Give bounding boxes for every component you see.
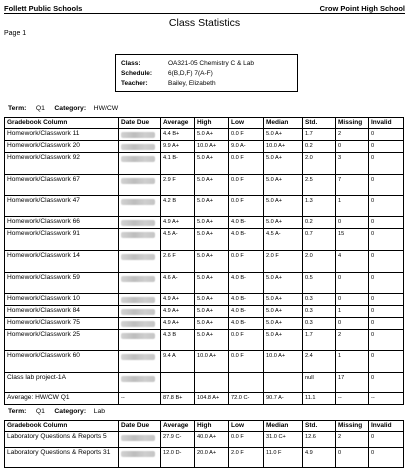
- cell-high: 5.0 A+: [195, 229, 229, 251]
- term-value: Q1: [35, 408, 45, 415]
- cell-invalid: 0: [369, 294, 404, 306]
- cell-high: 5.0 A+: [195, 294, 229, 306]
- category-value: HW/CW: [93, 105, 119, 112]
- redacted-date: [121, 435, 155, 441]
- cell-invalid: 0: [369, 153, 404, 175]
- schedule-label: Schedule:: [121, 70, 153, 77]
- cell-average: 9.4 A: [161, 351, 195, 373]
- cell-date-due: --: [119, 393, 161, 405]
- cell-low: 0.0 F: [229, 330, 264, 351]
- redacted-date: [121, 321, 155, 327]
- cell-missing: 1: [336, 196, 369, 217]
- column-header-average: Average: [161, 421, 195, 432]
- cell-gradebook-column: Class lab project-1A: [5, 373, 119, 393]
- column-header-high: High: [195, 421, 229, 432]
- cell-low: 4.0 B-: [229, 318, 264, 330]
- cell-average: 4.9 A+: [161, 318, 195, 330]
- cell-std: 1.7: [303, 330, 336, 351]
- cell-low: 0.0 F: [229, 175, 264, 196]
- cell-average: 27.9 C-: [161, 432, 195, 448]
- schedule-value: 6(B,D,F) 7(A-F): [168, 70, 213, 77]
- cell-date-due: [119, 229, 161, 251]
- column-header-missing: Missing: [336, 118, 369, 129]
- cell-median: 4.5 A-: [264, 229, 303, 251]
- cell-median: 5.0 A+: [264, 196, 303, 217]
- cell-date-due: [119, 273, 161, 294]
- teacher-label: Teacher:: [121, 80, 148, 87]
- category-value: Lab: [93, 408, 106, 415]
- column-header-low: Low: [229, 118, 264, 129]
- cell-average: 2.6 F: [161, 251, 195, 273]
- cell-high: 5.0 A+: [195, 306, 229, 318]
- cell-low: 4.0 B-: [229, 273, 264, 294]
- cell-median: 5.0 A+: [264, 129, 303, 141]
- cell-gradebook-column: Homework/Classwork 66: [5, 217, 119, 229]
- cell-invalid: 0: [369, 273, 404, 294]
- cell-missing: 0: [336, 318, 369, 330]
- redacted-date: [121, 199, 155, 205]
- redacted-date: [121, 178, 155, 184]
- cell-std: 0.3: [303, 318, 336, 330]
- cell-std: 0.3: [303, 294, 336, 306]
- cell-high: 10.0 A+: [195, 351, 229, 373]
- cell-gradebook-column: Average: HW/CW Q1: [5, 393, 119, 405]
- cell-std: 0.5: [303, 273, 336, 294]
- cell-date-due: [119, 251, 161, 273]
- cell-low: 4.0 B-: [229, 217, 264, 229]
- cell-median: 5.0 A+: [264, 318, 303, 330]
- cell-average: 2.9 F: [161, 175, 195, 196]
- table-row: [5, 330, 404, 351]
- district-name: Follett Public Schools: [4, 4, 83, 13]
- column-header-invalid: Invalid: [369, 118, 404, 129]
- cell-missing: 0: [336, 448, 369, 468]
- cell-average: 4.3 B: [161, 330, 195, 351]
- cell-gradebook-column: Homework/Classwork 67: [5, 175, 119, 196]
- cell-date-due: [119, 330, 161, 351]
- cell-high: 10.0 A+: [195, 141, 229, 153]
- cell-median: 90.7 A-: [264, 393, 303, 405]
- redacted-date: [121, 309, 155, 315]
- cell-std: 12.6: [303, 432, 336, 448]
- cell-high: 5.0 A+: [195, 175, 229, 196]
- column-header-median: Median: [264, 118, 303, 129]
- table-row: [5, 393, 404, 405]
- school-name: Crow Point High School: [319, 4, 405, 13]
- cell-average: 9.9 A+: [161, 141, 195, 153]
- table-header-row: [5, 118, 404, 129]
- cell-low: 0.0 F: [229, 196, 264, 217]
- cell-date-due: [119, 217, 161, 229]
- column-header-std: Std.: [303, 421, 336, 432]
- cell-average: 4.4 B+: [161, 129, 195, 141]
- cell-low: 72.0 C-: [229, 393, 264, 405]
- term-line-hwcw: [8, 105, 118, 112]
- cell-missing: 15: [336, 229, 369, 251]
- redacted-date: [121, 451, 155, 457]
- class-info-box: [115, 54, 298, 92]
- category-label: Category:: [54, 105, 87, 112]
- column-header-date-due: Date Due: [119, 118, 161, 129]
- cell-average: 4.9 A+: [161, 217, 195, 229]
- table-row: [5, 129, 404, 141]
- redacted-date: [121, 354, 155, 360]
- column-header-std: Std.: [303, 118, 336, 129]
- cell-std: 1.3: [303, 196, 336, 217]
- cell-low: 4.0 B-: [229, 229, 264, 251]
- cell-invalid: 0: [369, 229, 404, 251]
- cell-missing: 1: [336, 351, 369, 373]
- term-label: Term:: [8, 105, 27, 112]
- cell-low: [229, 373, 264, 393]
- table-row: [5, 229, 404, 251]
- cell-average: 4.5 A-: [161, 229, 195, 251]
- redacted-date: [121, 156, 155, 162]
- cell-date-due: [119, 196, 161, 217]
- column-header-gradebook-column: Gradebook Column: [5, 118, 119, 129]
- cell-median: 5.0 A+: [264, 273, 303, 294]
- cell-invalid: 0: [369, 141, 404, 153]
- page-number: Page 1: [4, 30, 27, 37]
- cell-invalid: 0: [369, 251, 404, 273]
- cell-date-due: [119, 306, 161, 318]
- cell-invalid: --: [369, 393, 404, 405]
- cell-missing: 1: [336, 306, 369, 318]
- cell-low: 4.0 B-: [229, 294, 264, 306]
- cell-gradebook-column: Homework/Classwork 25: [5, 330, 119, 351]
- cell-high: 5.0 A+: [195, 196, 229, 217]
- cell-low: 0.0 F: [229, 153, 264, 175]
- cell-median: 10.0 A+: [264, 351, 303, 373]
- table-row: [5, 273, 404, 294]
- cell-invalid: 0: [369, 351, 404, 373]
- cell-median: 5.0 A+: [264, 217, 303, 229]
- redacted-date: [121, 232, 155, 238]
- table-row: [5, 141, 404, 153]
- report-title: Class Statistics: [168, 17, 241, 29]
- cell-invalid: 0: [369, 129, 404, 141]
- column-header-high: High: [195, 118, 229, 129]
- table-row: [5, 432, 404, 448]
- cell-high: 5.0 A+: [195, 217, 229, 229]
- cell-gradebook-column: Homework/Classwork 47: [5, 196, 119, 217]
- cell-std: 11.1: [303, 393, 336, 405]
- cell-date-due: [119, 432, 161, 448]
- table-row: [5, 306, 404, 318]
- header-rule: [4, 13, 405, 14]
- column-header-average: Average: [161, 118, 195, 129]
- cell-median: [264, 373, 303, 393]
- column-header-date-due: Date Due: [119, 421, 161, 432]
- grades-table-lab: [4, 420, 404, 468]
- cell-median: 5.0 A+: [264, 306, 303, 318]
- cell-low: 0.0 F: [229, 251, 264, 273]
- cell-median: 5.0 A+: [264, 294, 303, 306]
- cell-high: 5.0 A+: [195, 330, 229, 351]
- cell-std: 0.7: [303, 229, 336, 251]
- cell-gradebook-column: Homework/Classwork 14: [5, 251, 119, 273]
- cell-average: [161, 373, 195, 393]
- cell-high: [195, 373, 229, 393]
- redacted-date: [121, 254, 155, 260]
- cell-median: 5.0 A+: [264, 175, 303, 196]
- cell-high: 5.0 A+: [195, 153, 229, 175]
- cell-invalid: 0: [369, 330, 404, 351]
- column-header-low: Low: [229, 421, 264, 432]
- cell-missing: 2: [336, 330, 369, 351]
- table-row: [5, 217, 404, 229]
- cell-invalid: 0: [369, 217, 404, 229]
- table-header-row: [5, 421, 404, 432]
- cell-gradebook-column: Homework/Classwork 92: [5, 153, 119, 175]
- cell-average: 4.2 B: [161, 196, 195, 217]
- cell-std: 4.9: [303, 448, 336, 468]
- cell-median: 2.0 F: [264, 251, 303, 273]
- cell-std: 1.7: [303, 129, 336, 141]
- cell-median: 10.0 A+: [264, 141, 303, 153]
- cell-invalid: 0: [369, 306, 404, 318]
- cell-std: 2.5: [303, 175, 336, 196]
- term-label: Term:: [8, 408, 27, 415]
- cell-std: null: [303, 373, 336, 393]
- cell-median: 11.0 F: [264, 448, 303, 468]
- cell-std: 0.2: [303, 141, 336, 153]
- cell-missing: 0: [336, 217, 369, 229]
- table-row: [5, 318, 404, 330]
- cell-std: 0.3: [303, 306, 336, 318]
- cell-missing: 17: [336, 373, 369, 393]
- cell-average: 4.1 B-: [161, 153, 195, 175]
- table-row: [5, 373, 404, 393]
- cell-missing: 0: [336, 294, 369, 306]
- table-row: [5, 448, 404, 468]
- cell-gradebook-column: Homework/Classwork 11: [5, 129, 119, 141]
- cell-median: 5.0 A+: [264, 153, 303, 175]
- cell-gradebook-column: Homework/Classwork 10: [5, 294, 119, 306]
- table-row: [5, 175, 404, 196]
- column-header-invalid: Invalid: [369, 421, 404, 432]
- cell-date-due: [119, 129, 161, 141]
- column-header-gradebook-column: Gradebook Column: [5, 421, 119, 432]
- category-label: Category:: [54, 408, 87, 415]
- cell-median: 31.0 C+: [264, 432, 303, 448]
- cell-date-due: [119, 153, 161, 175]
- cell-gradebook-column: Laboratory Questions & Reports 31: [5, 448, 119, 468]
- redacted-date: [121, 220, 155, 226]
- table-row: [5, 196, 404, 217]
- cell-gradebook-column: Homework/Classwork 20: [5, 141, 119, 153]
- cell-missing: 0: [336, 273, 369, 294]
- cell-invalid: 0: [369, 175, 404, 196]
- cell-missing: 0: [336, 141, 369, 153]
- redacted-date: [121, 376, 155, 382]
- grades-table-hwcw: [4, 117, 404, 405]
- cell-high: 5.0 A+: [195, 318, 229, 330]
- cell-invalid: 0: [369, 318, 404, 330]
- cell-high: 5.0 A+: [195, 129, 229, 141]
- cell-high: 5.0 A+: [195, 273, 229, 294]
- redacted-date: [121, 132, 155, 138]
- cell-std: 0.2: [303, 217, 336, 229]
- cell-gradebook-column: Homework/Classwork 60: [5, 351, 119, 373]
- cell-high: 5.0 A+: [195, 251, 229, 273]
- cell-date-due: [119, 351, 161, 373]
- term-value: Q1: [35, 105, 45, 112]
- class-value: OA321-05 Chemistry C & Lab: [168, 60, 254, 67]
- cell-missing: 3: [336, 153, 369, 175]
- redacted-date: [121, 333, 155, 339]
- teacher-value: Bailey, Elizabeth: [168, 80, 216, 87]
- cell-gradebook-column: Homework/Classwork 91: [5, 229, 119, 251]
- cell-std: 2.0: [303, 251, 336, 273]
- cell-missing: 4: [336, 251, 369, 273]
- term-line-lab: [8, 408, 105, 415]
- table-row: [5, 153, 404, 175]
- redacted-date: [121, 276, 155, 282]
- table-row: [5, 251, 404, 273]
- redacted-date: [121, 297, 155, 303]
- cell-gradebook-column: Homework/Classwork 84: [5, 306, 119, 318]
- cell-low: 9.0 A-: [229, 141, 264, 153]
- cell-date-due: [119, 294, 161, 306]
- cell-date-due: [119, 141, 161, 153]
- cell-low: 0.0 F: [229, 432, 264, 448]
- cell-average: 12.0 D-: [161, 448, 195, 468]
- table-row: [5, 294, 404, 306]
- cell-date-due: [119, 318, 161, 330]
- cell-low: 2.0 F: [229, 448, 264, 468]
- cell-low: 0.0 F: [229, 129, 264, 141]
- cell-average: 4.6 A-: [161, 273, 195, 294]
- cell-low: 0.0 F: [229, 351, 264, 373]
- column-header-median: Median: [264, 421, 303, 432]
- cell-low: 4.0 B-: [229, 306, 264, 318]
- cell-average: 87.8 B+: [161, 393, 195, 405]
- redacted-date: [121, 144, 155, 150]
- cell-high: 104.8 A+: [195, 393, 229, 405]
- cell-date-due: [119, 448, 161, 468]
- cell-invalid: 0: [369, 196, 404, 217]
- cell-average: 4.9 A+: [161, 306, 195, 318]
- cell-missing: 2: [336, 129, 369, 141]
- column-header-missing: Missing: [336, 421, 369, 432]
- cell-median: 5.0 A+: [264, 330, 303, 351]
- cell-date-due: [119, 175, 161, 196]
- cell-invalid: 0: [369, 432, 404, 448]
- cell-date-due: [119, 373, 161, 393]
- cell-std: 2.0: [303, 153, 336, 175]
- cell-invalid: 0: [369, 448, 404, 468]
- cell-missing: 7: [336, 175, 369, 196]
- cell-high: 40.0 A+: [195, 432, 229, 448]
- cell-gradebook-column: Laboratory Questions & Reports 5: [5, 432, 119, 448]
- cell-std: 2.4: [303, 351, 336, 373]
- cell-average: 4.9 A+: [161, 294, 195, 306]
- class-label: Class:: [121, 60, 141, 67]
- cell-missing: 2: [336, 432, 369, 448]
- cell-missing: --: [336, 393, 369, 405]
- table-row: [5, 351, 404, 373]
- cell-invalid: 0: [369, 373, 404, 393]
- cell-high: 20.0 A+: [195, 448, 229, 468]
- cell-gradebook-column: Homework/Classwork 59: [5, 273, 119, 294]
- cell-gradebook-column: Homework/Classwork 75: [5, 318, 119, 330]
